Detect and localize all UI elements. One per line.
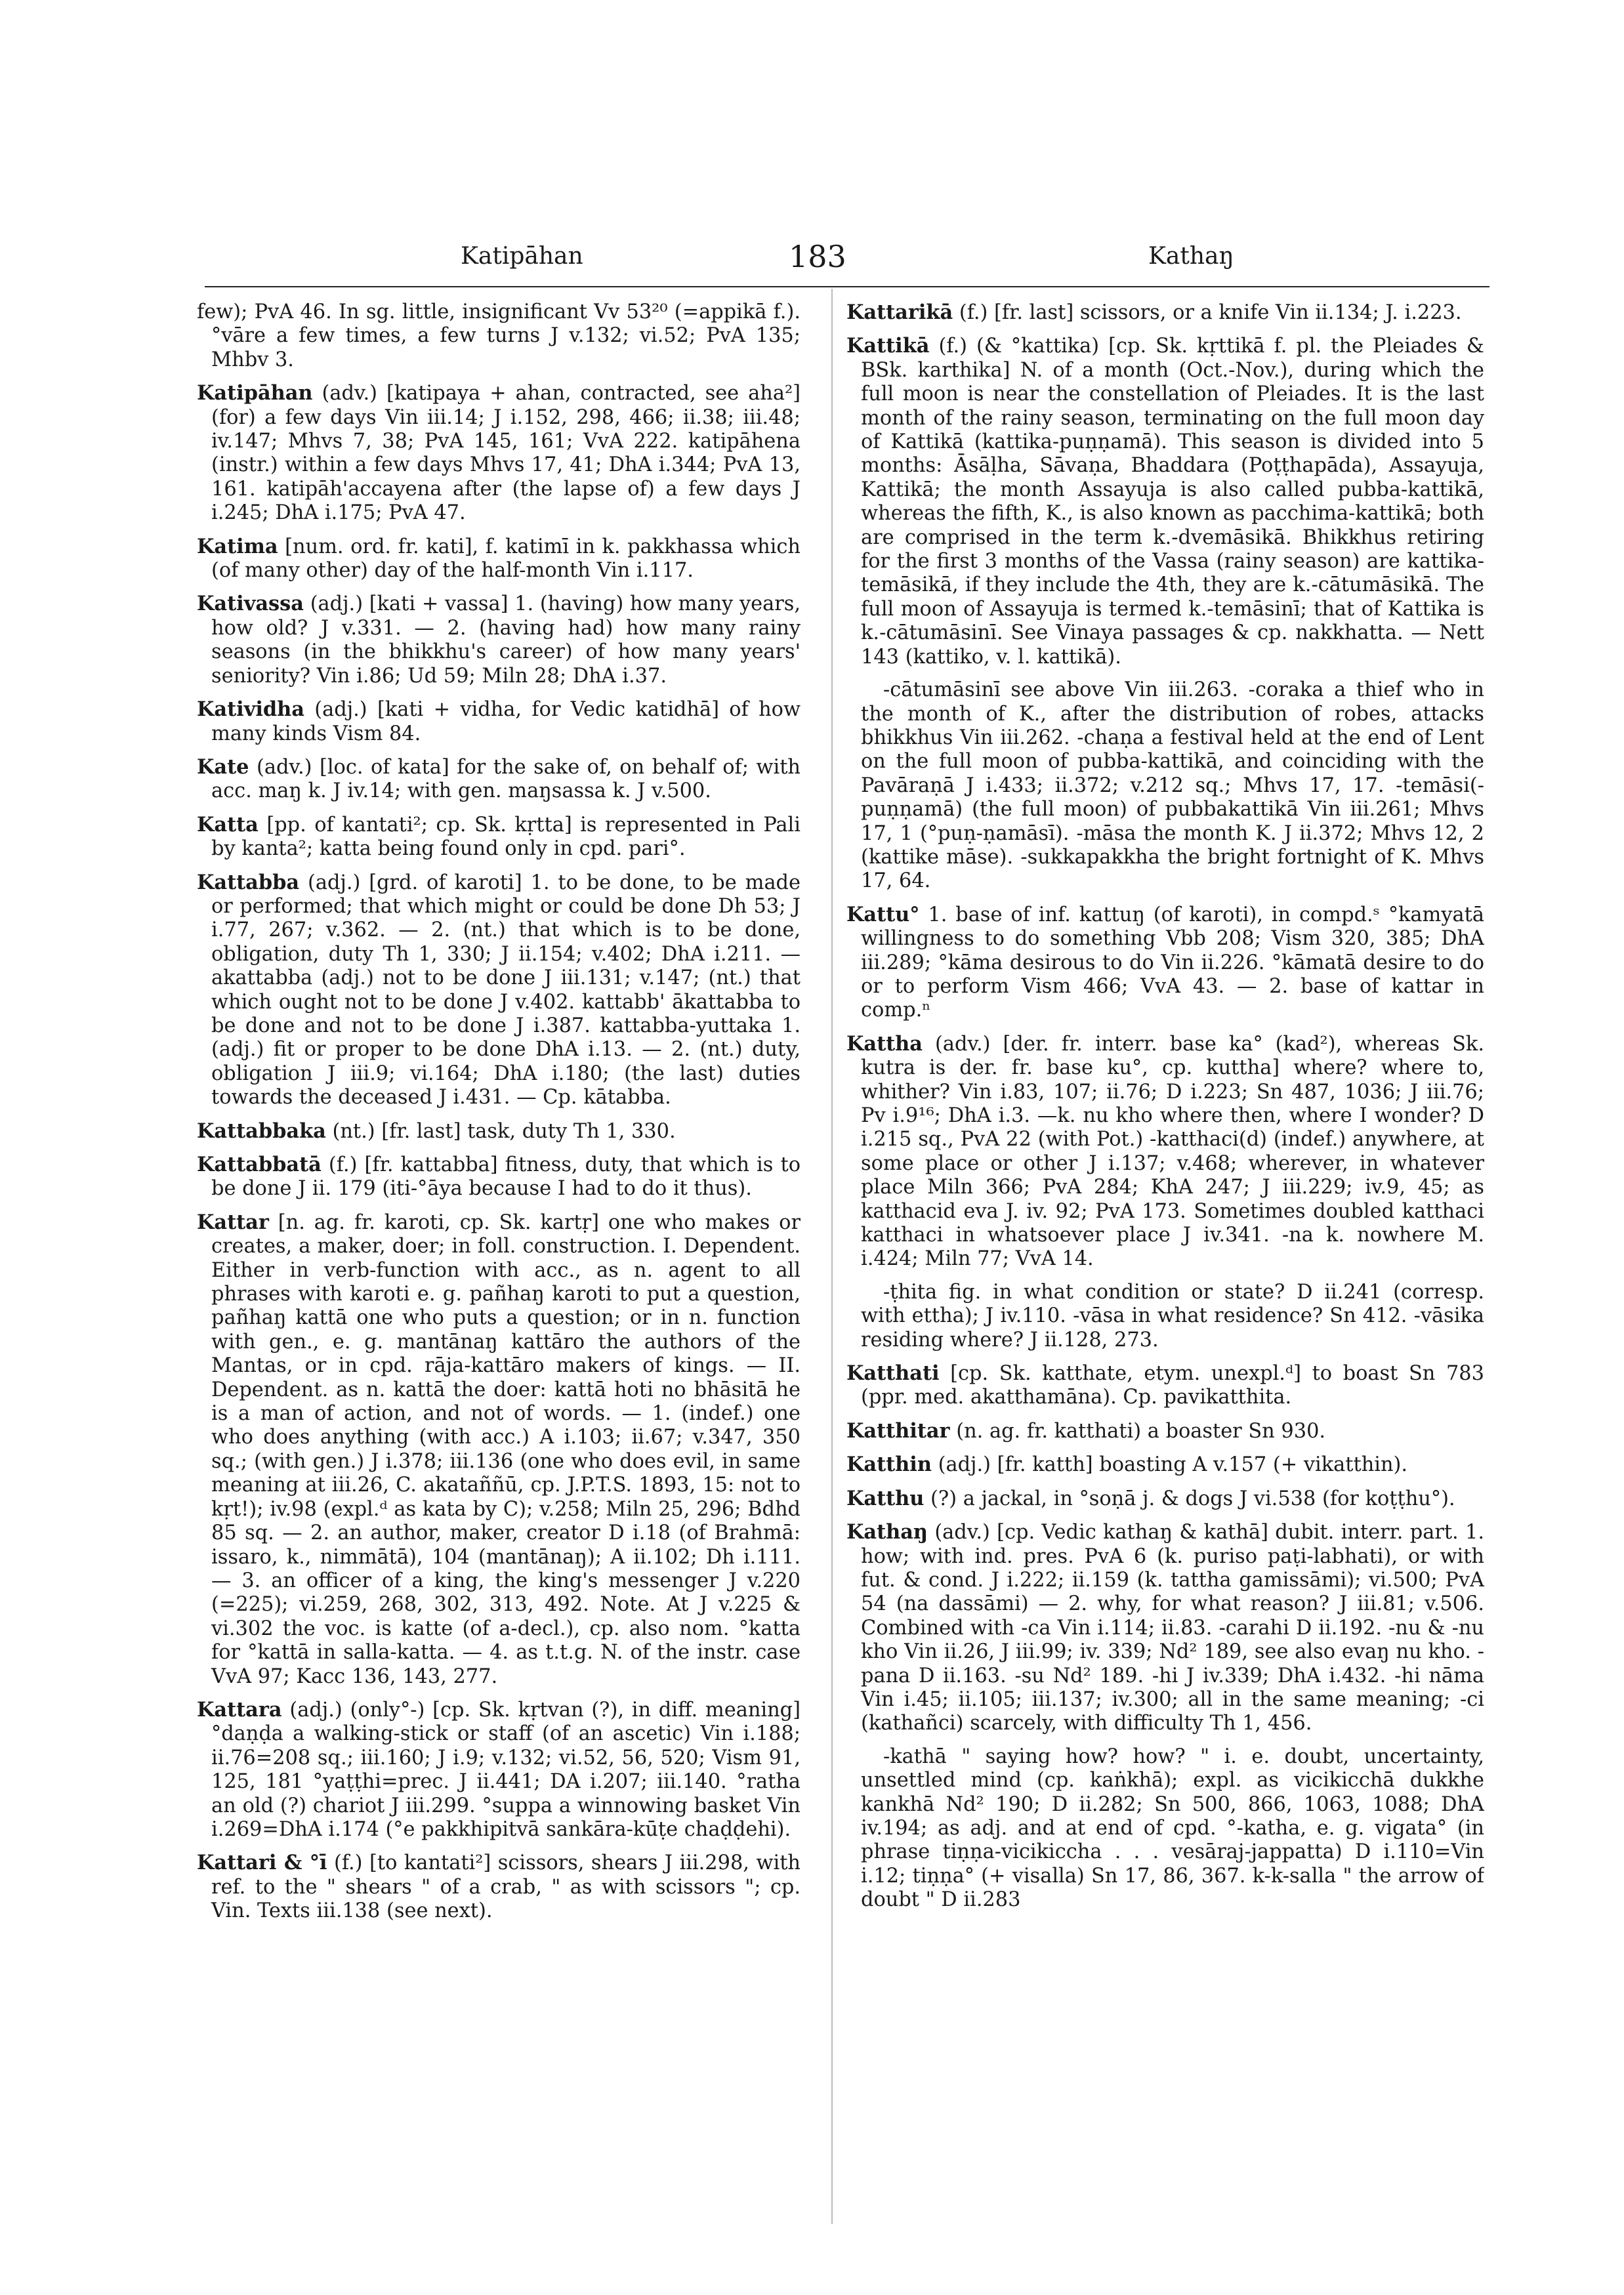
entry-definition: (f.) (& °kattika) [cp. Sk. kṛttikā f. pl. the Pleiades & BSk. karthika] N. of a month (Oct.-Nov.), during which the full moon is near the constellation of Pleiades. It is the last month of the rainy season, terminating on the full moon day of Kattikā (kattika-puṇṇamā). This season is divided into 5 months: Āsāḷha, Sāvaṇa, Bhaddara (Poṭṭhapāda), Assayuja, Kattikā; the month Assayuja is also called pubba-kattikā, whereas the fifth, K., is also known as pacchima-kattikā; both are comprised in the term k.-dvemāsikā. Bhikkhus retiring for the first 3 months of the Vassa (rainy season) are kattika-temāsikā, if they include the 4th, they are k.-cātumāsikā. The full moon of Assayuja is termed k.-temāsinī; that of Kattika is k.-cātumāsinī. See Vinaya passages & cp. nakkhatta. — Nett 143 (kattiko, v. l. kattikā). (861, 335, 1484, 669)
entry-definition: (adj.) [fr. katth] boasting A v.157 (+ vikatthin). (938, 1453, 1408, 1477)
headword: Kathaŋ (846, 1520, 928, 1544)
entry-definition: (adv.) [loc. of kata] for the sake of, on behalf of; with acc. maŋ k. J iv.14; with gen. maŋsassa k. J v.500. (211, 755, 801, 803)
headword: Kattu° (846, 902, 920, 926)
entry-definition: [num. ord. fr. kati], f. katimī in k. pakkhassa which (of many other) day of the half-month Vin i.117. (211, 535, 801, 583)
dictionary-entry (197, 535, 801, 583)
headword: Kate (197, 755, 249, 779)
headword: Katividha (197, 697, 304, 722)
headword: Kattabbaka (197, 1119, 326, 1143)
headword: Katthu (846, 1486, 925, 1510)
entry-definition: (?) a jackal, in °soṇā j. & dogs J vi.538 (for koṭṭhu°). (930, 1487, 1455, 1510)
dictionary-entry (197, 1210, 801, 1689)
dictionary-entry (197, 1851, 801, 1923)
entry-definition: -ṭhita fig. in what condition or state? D ii.241 (corresp. with ettha); J iv.110. -vāsa in what residence? Sn 412. -vāsika residing where? J ii.128, 273. (861, 1280, 1484, 1352)
entry-definition: 1. base of inf. kattuŋ (of karoti), in compd.ˢ °kamyatā willingness to do something Vbb 208; Vism 320, 385; DhA iii.289; °kāma desirous to do Vin ii.226. °kāmatā desire to do or to perform Vism 466; VvA 43. — 2. base of kattar in comp.ⁿ (861, 903, 1484, 1022)
entry-definition: (adj.) (only°-) [cp. Sk. kṛtvan (?), in diff. meaning] °daṇḍa a walking-stick or staff (of an ascetic) Vin i.188; ii.76=208 sq.; iii.160; J i.9; v.132; vi.52, 56, 520; Vism 91, 125, 181 °yaṭṭhi=prec. J ii.441; DA i.207; iii.140. °ratha an old (?) chariot J iii.299. °suppa a winnowing basket Vin i.269=DhA i.174 (°e pakkhipitvā sankāra-kūṭe chaḍḍehi). (211, 1698, 801, 1841)
column-divider (831, 289, 833, 2224)
headword: Kattarikā (846, 300, 953, 324)
dictionary-entry (197, 381, 801, 525)
entry-definition: (adj.) [kati + vidha, for Vedic katidhā] of how many kinds Vism 84. (211, 698, 801, 745)
dictionary-entry (846, 1361, 1484, 1410)
headword: Katthin (846, 1453, 932, 1477)
right-guide-word: Kathaŋ (1148, 243, 1234, 270)
headword: Katima (197, 534, 278, 558)
dictionary-entry (846, 300, 1484, 325)
dictionary-entry (197, 697, 801, 746)
dictionary-entry (846, 1745, 1484, 1912)
dictionary-entry (846, 1487, 1484, 1511)
entry-definition: (n. ag. fr. katthati) a boaster Sn 930. (956, 1419, 1326, 1443)
entry-definition: (f.) [fr. kattabba] fitness, duty, that which is to be done J ii. 179 (iti-°āya because I had to do it thus). (211, 1153, 801, 1201)
dictionary-entry (197, 871, 801, 1110)
entry-definition: (adv.) [cp. Vedic kathaŋ & kathā] dubit. interr. part. 1. how; with ind. pres. PvA 6 (k. puriso paṭi-labhati), or with fut. & cond. J i.222; ii.159 (k. tattha gamissāmi); vi.500; PvA 54 (na dassāmi) — 2. why, for what reason? J iii.81; v.506. Combined with -ca Vin i.114; ii.83. -carahi D ii.192. -nu & -nu kho Vin ii.26, J iii.99; iv. 339; Nd² 189, see also evaŋ nu kho. -pana D ii.163. -su Nd² 189. -hi J iv.339; DhA i.432. -hi nāma Vin i.45; ii.105; iii.137; iv.300; all in the same meaning; -ci (kathañci) scarcely, with difficulty Th 1, 456. (861, 1521, 1484, 1735)
page-number: 183 (789, 239, 846, 274)
dictionary-entry (197, 1153, 801, 1201)
entry-definition: few); PvA 46. In sg. little, insignificant Vv 53²⁰ (=appikā f.). °vāre a few times, a few turns J v.132; vi.52; PvA 135; Mhbv 3. (197, 300, 801, 371)
headword: Kattabbatā (197, 1153, 322, 1176)
dictionary-entry (197, 755, 801, 804)
header-rule (205, 286, 1489, 287)
dictionary-entry (846, 678, 1484, 894)
entry-definition: [cp. Sk. katthate, etym. unexpl.ᵈ] to boast Sn 783 (ppr. med. akatthamāna). Cp. pavikatthita. (861, 1362, 1484, 1409)
entry-definition: (nt.) [fr. last] task, duty Th 1, 330. (332, 1119, 676, 1143)
dictionary-entry (846, 334, 1484, 669)
left-guide-word: Katipāhan (461, 243, 583, 270)
entry-definition: -kathā " saying how? how? " i. e. doubt, uncertainty, unsettled mind (cp. kaṅkhā); expl. as vicikicchā dukkhe kankhā Nd² 190; D ii.282; Sn 500, 866, 1063, 1088; DhA iv.194; as adj. and at end of cpd. °-katha, e. g. vigata° (in phrase tiṇṇa-vicikiccha . . . vesāraj-jappatta) D i.110=Vin i.12; tiṇṇa° (+ visalla) Sn 17, 86, 367. k-k-salla " the arrow of doubt " D ii.283 (861, 1745, 1484, 1912)
left-column (197, 300, 801, 2197)
dictionary-entry (197, 592, 801, 688)
entry-definition: (adv.) [katipaya + ahan, contracted, see aha²] (for) a few days Vin iii.14; J i.152, 298, 466; ii.38; iii.48; iv.147; Mhvs 7, 38; PvA 145, 161; VvA 222. katipāhena (instr.) within a few days Mhvs 17, 41; DhA i.344; PvA 13, 161. katipāh'accayena after (the lapse of) a few days J i.245; DhA i.175; PvA 47. (211, 382, 801, 525)
headword: Katipāhan (197, 381, 313, 405)
dictionary-entry (846, 1453, 1484, 1477)
headword: Kattikā (846, 334, 930, 358)
headword: Kativassa (197, 592, 304, 616)
entry-definition: [n. ag. fr. karoti, cp. Sk. kartṛ] one who makes or creates, a maker, doer; in foll. construction. I. Dependent. Either in verb-function with acc., as n. agent to all phrases with karoti e. g. pañhaŋ karoti to put a question, pañhaŋ kattā one who puts a question; or in n. function with gen., e. g. mantānaŋ kattāro the authors of the Mantas, or in cpd. rāja-kattāro makers of kings. — II. Dependent. as n. kattā the doer: kattā hoti no bhāsitā he is a man of action, and not of words. — 1. (indef.) one who does anything (with acc.) A i.103; ii.67; v.347, 350 sq.; (with gen.) J i.378; iii.136 (one who does evil, in same meaning at iii.26, C. akataññū, cp. J.P.T.S. 1893, 15: not to kṛt!); iv.98 (expl.ᵈ as kata by C); v.258; Miln 25, 296; Bdhd 85 sq. — 2. an author, maker, creator D i.18 (of Brahmā: issaro, k., nimmātā), 104 (mantānaŋ); A ii.102; Dh i.111. — 3. an officer of a king, the king's messenger J v.220 (=225); vi.259, 268, 302, 313, 492. Note. At J v.225 & vi.302 the voc. is katte (of a-decl.), cp. also nom. °katta for °kattā in salla-katta. — 4. as t.t.g. N. of the instr. case VvA 97; Kacc 136, 143, 277. (211, 1210, 801, 1688)
entry-definition: (adv.) [der. fr. interr. base ka° (kad²), whereas Sk. kutra is der. fr. base ku°, cp. kuttha] where? where to, whither? Vin i.83, 107; ii.76; D i.223; Sn 487, 1036; J iii.76; Pv i.9¹⁶; DhA i.3. —k. nu kho where then, where I wonder? D i.215 sq., PvA 22 (with Pot.) -katthaci(d) (indef.) anywhere, at some place or other J i.137; v.468; wherever, in whatever place Miln 366; PvA 284; KhA 247; J iii.229; iv.9, 45; as katthacid eva J. iv. 92; PvA 173. Sometimes doubled katthaci katthaci in whatsoever place J iv.341. -na k. nowhere M. i.424; Miln 77; VvA 14. (861, 1032, 1484, 1271)
headword: Katthati (846, 1361, 940, 1386)
entry-definition: (f.) [to kantati²] scissors, shears J iii.298, with ref. to the " shears " of a crab, " as with scissors "; cp. Vin. Texts iii.138 (see next). (211, 1851, 801, 1923)
headword: Kattar (197, 1210, 269, 1234)
entry-definition: [pp. of kantati²; cp. Sk. kṛtta] is represented in Pali by kanta²; katta being found only in cpd. pari°. (211, 813, 801, 861)
headword: Kattha (846, 1031, 923, 1056)
headword: Katthitar (846, 1418, 950, 1443)
entry-definition: -cātumāsinī see above Vin iii.263. -coraka a thief who in the month of K., after the distribution of robes, attacks bhikkhus Vin iii.262. -chaṇa a festival held at the end of Lent on the full moon of pubba-kattikā, and coinciding with the Pavāraṇā J i.433; ii.372; v.212 sq.; Mhvs 17, 17. -temāsi(-puṇṇamā) (the full moon) of pubbakattikā Vin iii.261; Mhvs 17, 1 (°puṇ-ṇamāsī). -māsa the month K. J ii.372; Mhvs 12, 2 (kattike māse). -sukkapakkha the bright fortnight of K. Mhvs 17, 64. (861, 678, 1484, 893)
headword: Kattari & °ī (197, 1851, 327, 1875)
dictionary-entry (846, 1281, 1484, 1352)
headword: Kattara (197, 1697, 282, 1722)
dictionary-entry (197, 300, 801, 372)
dictionary-entry (197, 1698, 801, 1842)
right-column (846, 300, 1484, 2197)
headword: Katta (197, 812, 259, 837)
running-header (205, 226, 1489, 287)
dictionary-entry (846, 1520, 1484, 1736)
entry-definition: (adj.) [grd. of karoti] 1. to be done, to be made or performed; that which might or could be done Dh 53; J i.77, 267; v.362. — 2. (nt.) that which is to be done, obligation, duty Th 1, 330; J ii.154; v.402; DhA i.211. —akattabba (adj.) not to be done J iii.131; v.147; (nt.) that which ought not to be done J v.402. kattabb' ākattabba to be done and not to be done J i.387. kattabba-yuttaka 1. (adj.) fit or proper to be done DhA i.13. — 2. (nt.) duty, obligation J iii.9; vi.164; DhA i.180; (the last) duties towards the deceased J i.431. — Cp. kātabba. (211, 871, 801, 1109)
entry-definition: (f.) [fr. last] scissors, or a knife Vin ii.134; J. i.223. (959, 301, 1462, 324)
dictionary-entry (846, 1032, 1484, 1272)
headword: Kattabba (197, 870, 300, 894)
dictionary-entry (846, 903, 1484, 1023)
dictionary-entry (197, 813, 801, 861)
dictionary-entry (846, 1419, 1484, 1443)
dictionary-entry (197, 1119, 801, 1144)
entry-definition: (adj.) [kati + vassa] 1. (having) how many years, how old? J v.331. — 2. (having had) how many rainy seasons (in the bhikkhu's career) of how many years' seniority? Vin i.86; Ud 59; Miln 28; DhA i.37. (211, 592, 801, 688)
